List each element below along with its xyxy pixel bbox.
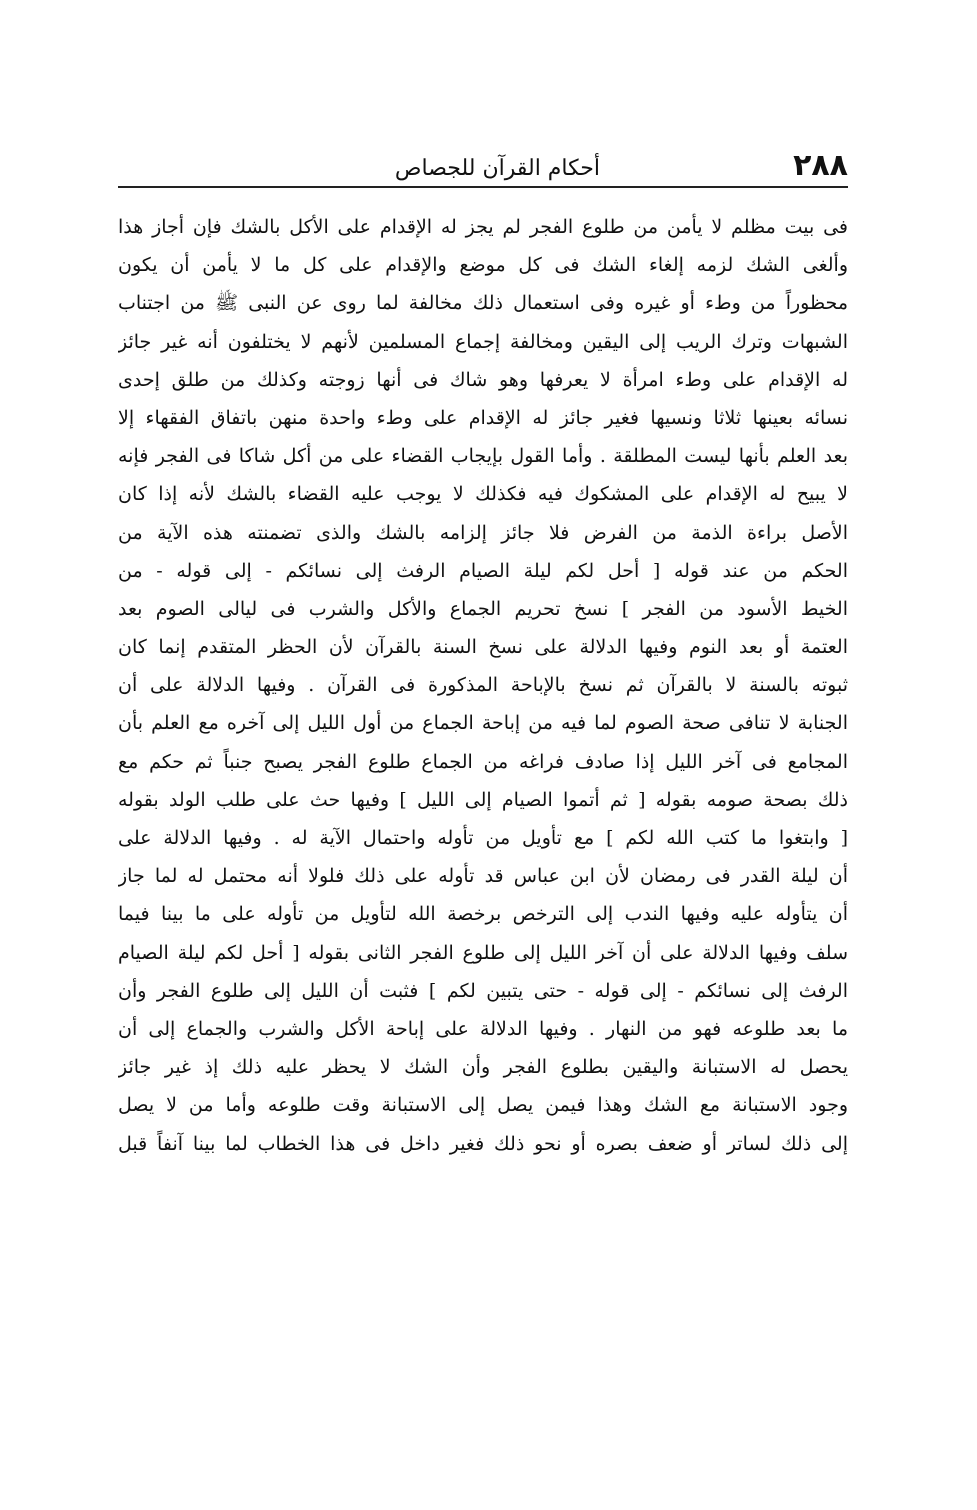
text-line: وألغى الشك لزمه إلغاء الشك فى كل موضع والإقدام على كل ما لا يأمن أن يكون — [118, 254, 848, 277]
text-line: لا يبيح له الإقدام على المشكوك فيه فكذلك لا يوجب عليه القضاء بالشك لأنه إذا كان — [118, 483, 848, 506]
text-line: بعد العلم بأنها ليست المطلقة . وأما القول بإيجاب القضاء على من أكل شاكا فى الفجر فإنه — [118, 445, 848, 468]
text-line: سلف وفيها الدلالة على أن آخر الليل إلى طلوع الفجر الثانى بقوله [ أحل لكم ليلة الصيام — [118, 941, 848, 964]
text-line: [ وابتغوا ما كتب الله لكم ] مع تأويل من تأوله واحتمال الآية له . وفيها الدلالة على — [118, 827, 848, 849]
text-line: محظوراً من وطء أو غيره وفى استعمال ذلك مخالفة لما روى عن النبى ﷺ من اجتناب — [118, 292, 848, 315]
text-line: ثبوته بالسنة لا بالقرآن ثم نسخ بالإباحة المذكورة فى القرآن . وفيها الدلالة على أن — [118, 674, 848, 697]
text-line: ذلك بصحة صومه بقوله [ ثم أتموا الصيام إلى الليل ] وفيها حث على طلب الولد بقوله — [118, 788, 848, 811]
header-rule — [118, 186, 848, 188]
text-line: وجود الاستبانة مع الشك وهذا فيمن يصل إلى الاستبانة وقت طلوعه وأما من لا يصل — [118, 1094, 848, 1117]
text-line: له الإقدام على وطء امرأة لا يعرفها وهو شاك فى أنها زوجته وكذلك من طلق إحدى — [118, 368, 848, 391]
text-line: المجامع فى آخر الليل إذا صادف فراغه من الجماع طلوع الفجر يصبح جنباً ثم حكم مع — [118, 750, 848, 773]
text-line: الشبهات وترك الريب إلى اليقين ومخالفة إجماع المسلمين لأنهم لا يختلفون أنه غير جائز — [118, 330, 848, 353]
page-number: ٢٨٨ — [793, 148, 848, 183]
page-header — [118, 150, 848, 186]
text-line: الحكم من عند قوله [ أحل لكم ليلة الصيام الرفث إلى نسائكم - إلى قوله - من — [118, 559, 848, 582]
body-text — [118, 208, 848, 1163]
text-line: الأصل براءة الذمة من الفرض فلا جائز إلزامه بالشك والذى تضمنته هذه الآية من — [118, 521, 848, 544]
text-line: يحصل له الاستبانة واليقين بطلوع الفجر وأن الشك لا يحظر عليه ذلك إذ غير جائز — [118, 1056, 848, 1079]
text-line: أن ليلة القدر فى رمضان لأن ابن عباس قد تأوله على ذلك فلولا أنه محتمل له لما جاز — [118, 865, 848, 888]
text-line: الخيط الأسود من الفجر ] نسخ تحريم الجماع والأكل والشرب فى ليالى الصوم بعد — [118, 597, 848, 620]
text-line: العتمة أو بعد النوم وفيها الدلالة على نسخ السنة بالقرآن لأن الحظر المتقدم إنما كان — [118, 636, 848, 659]
text-line: فى بيت مظلم لا يأمن من طلوع الفجر لم يجز له الإقدام على الأكل بالشك فإن أجاز هذا — [118, 216, 848, 238]
text-line: نسائه بعينها ثلاثا ونسيها فغير جائز له الإقدام على وطء واحدة منهن باتفاق الفقهاء إلا — [118, 406, 848, 429]
text-line: ما بعد طلوعه فهو من النهار . وفيها الدلالة على إباحة الأكل والشرب والجماع إلى أن — [118, 1017, 848, 1040]
text-line: الرفث إلى نسائكم - إلى قوله - حتى يتبين لكم ] فثبت أن الليل إلى طلوع الفجر وأن — [118, 979, 848, 1002]
running-title: أحكام القرآن للجصاص — [394, 156, 600, 181]
text-line: أن يتأوله عليه وفيها الندب إلى الترخص برخصة الله لتأويل من تأوله على ما بينا فيما — [118, 903, 848, 926]
text-line: الجنابة لا تنافى صحة الصوم لما فيه من إباحة الجماع من أول الليل إلى آخره مع العلم بأن — [118, 712, 848, 735]
text-line: إلى ذلك لساتر أو ضعف بصره أو نحو ذلك فغير داخل فى هذا الخطاب لما بينا آنفاً قبل — [118, 1132, 848, 1155]
